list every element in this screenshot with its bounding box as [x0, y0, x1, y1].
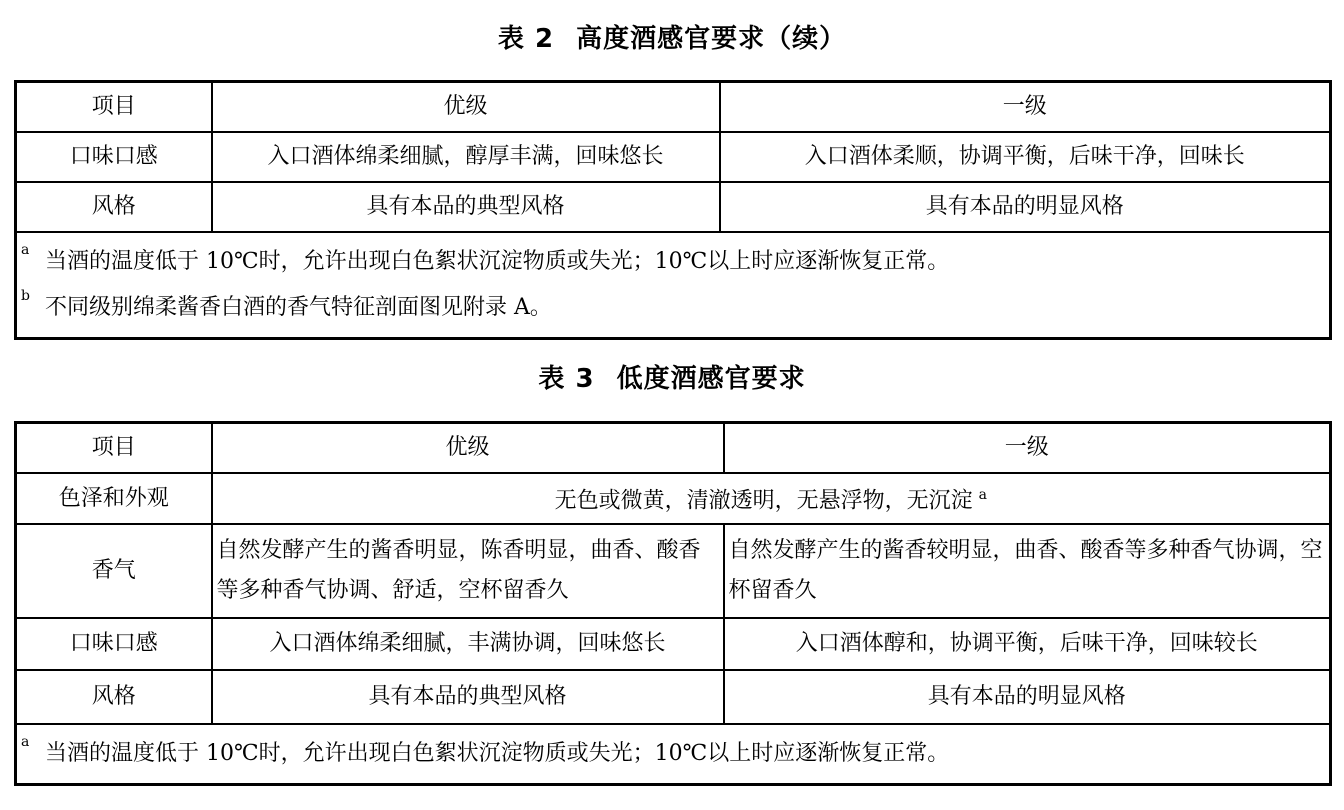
table-3-number: 表 3: [538, 364, 595, 394]
premium-cell: 入口酒体绵柔细腻，醇厚丰满，回味悠长: [212, 132, 720, 182]
table-row: [16, 473, 1331, 524]
row-label: 香气: [16, 524, 212, 618]
column-header-item: 项目: [16, 82, 212, 133]
first-grade-cell: 具有本品的明显风格: [724, 670, 1331, 724]
first-grade-cell: 具有本品的明显风格: [720, 182, 1331, 232]
table-2: [14, 80, 1332, 340]
table-row: [16, 182, 1331, 232]
footnote-text: 不同级别绵柔酱香白酒的香气特征剖面图见附录 A。: [45, 295, 552, 320]
footnote-mark: a: [978, 487, 987, 504]
table-2-caption: [0, 18, 1344, 55]
footnote-mark: a: [21, 734, 30, 750]
appearance-cell: [212, 473, 1331, 524]
table-3: [14, 421, 1332, 786]
table-notes: [16, 724, 1331, 785]
column-header-premium: 优级: [212, 423, 724, 474]
first-grade-cell: 入口酒体醇和，协调平衡，后味干净，回味较长: [724, 618, 1331, 670]
table-2-number: 表 2: [497, 24, 555, 54]
table-notes-row: [16, 232, 1331, 339]
column-header-premium: 优级: [212, 82, 720, 133]
premium-cell: 入口酒体绵柔细腻，丰满协调，回味悠长: [212, 618, 724, 670]
row-label: 口味口感: [16, 132, 212, 182]
row-label: 色泽和外观: [16, 473, 212, 524]
footnote: [21, 285, 1325, 331]
table-3-caption: [0, 358, 1344, 395]
footnote-mark: a: [21, 242, 30, 258]
footnote-text: 当酒的温度低于 10℃时，允许出现白色絮状沉淀物质或失光；10℃以上时应逐渐恢复正常。: [45, 741, 950, 766]
table-notes-row: [16, 724, 1331, 785]
premium-cell: 自然发酵产生的酱香明显，陈香明显，曲香、酸香等多种香气协调、舒适，空杯留香久: [212, 524, 724, 618]
table-header-row: [16, 82, 1331, 133]
column-header-item: 项目: [16, 423, 212, 474]
premium-cell: 具有本品的典型风格: [212, 182, 720, 232]
table-header-row: [16, 423, 1331, 474]
table-row: [16, 670, 1331, 724]
table-2-title: 高度酒感官要求（续）: [576, 24, 847, 54]
column-header-first-grade: 一级: [724, 423, 1331, 474]
column-header-first-grade: 一级: [720, 82, 1331, 133]
table-row: [16, 524, 1331, 618]
table-notes: [16, 232, 1331, 339]
footnote-mark: b: [21, 288, 30, 304]
footnote: [21, 731, 1325, 777]
first-grade-cell: 自然发酵产生的酱香较明显，曲香、酸香等多种香气协调，空杯留香久: [724, 524, 1331, 618]
table-row: [16, 618, 1331, 670]
row-label: 风格: [16, 182, 212, 232]
footnote-text: 当酒的温度低于 10℃时，允许出现白色絮状沉淀物质或失光；10℃以上时应逐渐恢复正常。: [45, 249, 950, 274]
table-3-title: 低度酒感官要求: [616, 364, 806, 394]
premium-cell: 具有本品的典型风格: [212, 670, 724, 724]
row-label: 口味口感: [16, 618, 212, 670]
table-row: [16, 132, 1331, 182]
first-grade-cell: 入口酒体柔顺，协调平衡，后味干净，回味长: [720, 132, 1331, 182]
row-label: 风格: [16, 670, 212, 724]
footnote: [21, 239, 1325, 285]
appearance-text: 无色或微黄，清澈透明，无悬浮物，无沉淀: [554, 488, 973, 514]
